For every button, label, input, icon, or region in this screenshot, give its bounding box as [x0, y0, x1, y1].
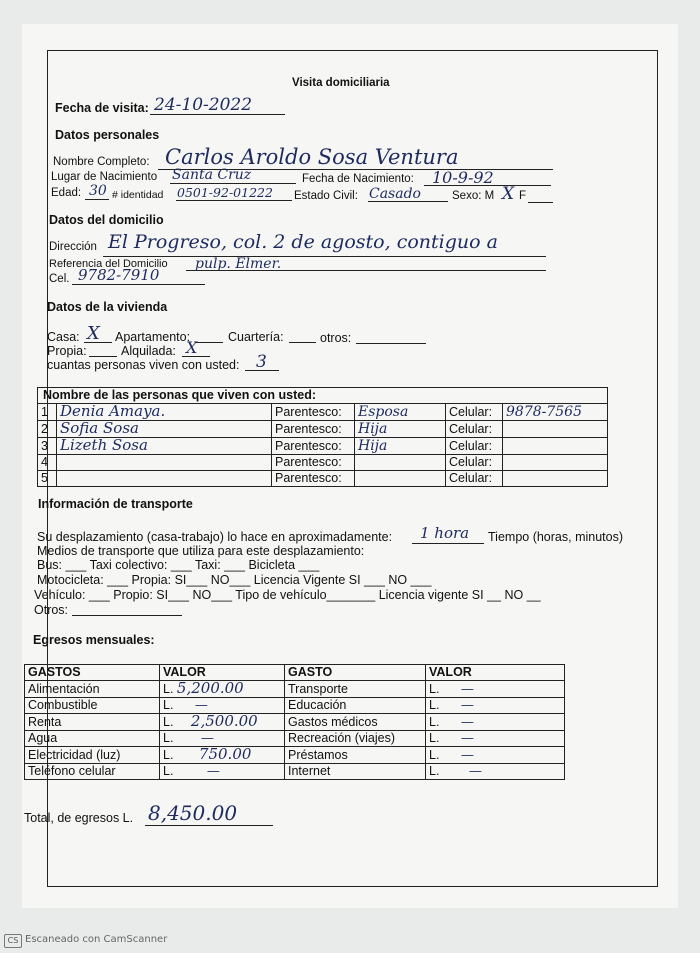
expense-value	[160, 747, 285, 764]
total-value: 8,450.00	[148, 801, 238, 825]
expense-name: Renta	[25, 714, 160, 731]
parentesco-value: Hija	[358, 437, 388, 454]
parentesco-label: Parentesco:	[272, 455, 355, 471]
table-row	[25, 731, 565, 747]
housing-heading: Datos de la vivienda	[47, 300, 168, 314]
age-label: Edad:	[51, 187, 82, 199]
expense-amount: —	[460, 714, 474, 730]
commute-time-line	[412, 543, 484, 544]
propia-line	[89, 356, 117, 357]
id-line	[176, 200, 292, 201]
expense-name: Gastos médicos	[285, 714, 426, 731]
birthdate-label: Fecha de Nacimiento:	[302, 173, 414, 185]
expense-amount: —	[468, 764, 482, 779]
civil-value: Casado	[369, 186, 421, 202]
expense-name: Transporte	[285, 681, 426, 698]
expense-name: Electricidad (luz)	[25, 747, 160, 764]
household-table	[37, 387, 608, 487]
parentesco-cell	[355, 455, 446, 471]
expense-amount: —	[460, 681, 474, 697]
col-valor: VALOR	[160, 665, 285, 681]
table-row	[38, 404, 608, 421]
col-gastos: GASTOS	[25, 665, 160, 681]
birthdate-value: 10-9-92	[432, 168, 494, 187]
commute-time-label: Su desplazamiento (casa-trabajo) lo hace en aproximadamente:	[37, 530, 393, 544]
transport-moto-line: Motocicleta: ___ Propia: SI___ NO___ Licencia Vigente SI ___ NO ___	[37, 573, 432, 587]
col-valor-2: VALOR	[426, 665, 565, 681]
expense-value	[426, 681, 565, 698]
table-row	[25, 714, 565, 731]
currency-label: L.	[429, 764, 440, 778]
currency-label: L.	[163, 731, 174, 745]
sex-f-line	[528, 202, 553, 203]
reference-value: pulp. Elmer.	[195, 256, 282, 272]
parentesco-value: Hija	[358, 420, 388, 437]
person-name-value: Denia Amaya.	[60, 402, 166, 420]
expense-name: Alimentación	[25, 681, 160, 698]
id-label: # identidad	[112, 189, 164, 201]
parentesco-label: Parentesco:	[272, 471, 355, 487]
parentesco-label: Parentesco:	[272, 404, 355, 421]
birthplace-value: Santa Cruz	[172, 167, 252, 183]
person-name-value: Sofia Sosa	[60, 419, 139, 437]
currency-label: L.	[163, 764, 174, 778]
address-heading: Datos del domicilio	[49, 213, 164, 227]
propia-label: Propia:	[47, 344, 87, 358]
celular-cell	[503, 421, 608, 438]
parentesco-cell	[355, 404, 446, 421]
table-row	[25, 747, 565, 764]
person-name-value: Lizeth Sosa	[60, 436, 148, 454]
birthplace-label: Lugar de Nacimiento	[51, 171, 158, 183]
table-row	[25, 681, 565, 698]
expense-amount: —	[200, 731, 214, 746]
expense-name: Internet	[285, 764, 426, 780]
expense-amount: —	[194, 698, 208, 713]
transport-vehicle-line: Vehículo: ___ Propio: SI___ NO___ Tipo de vehículo_______ Licencia vigente SI __ NO __	[34, 588, 541, 602]
household-table-title: Nombre de las personas que viven con usted:	[38, 388, 608, 404]
expense-amount: —	[460, 698, 474, 713]
cuarteria-line	[289, 342, 316, 343]
expense-amount: —	[206, 764, 220, 779]
celular-cell	[503, 455, 608, 471]
expense-value	[160, 681, 285, 698]
name-label: Nombre Completo:	[53, 156, 150, 168]
celular-label: Celular:	[446, 421, 503, 438]
sex-mark: X	[502, 184, 515, 204]
expense-amount: 2,500.00	[190, 712, 258, 730]
casa-label: Casa:	[47, 330, 80, 344]
id-value: 0501-92-01222	[177, 185, 273, 200]
apartamento-label: Apartamento:	[115, 330, 191, 344]
cel-label: Cel.	[49, 273, 70, 285]
cuarteria-label: Cuartería:	[228, 330, 284, 344]
visit-date-value: 24-10-2022	[154, 95, 253, 115]
expense-name: Préstamos	[285, 747, 426, 764]
expense-name: Agua	[25, 731, 160, 747]
visit-date-label: Fecha de visita:	[55, 101, 149, 115]
celular-label: Celular:	[446, 438, 503, 455]
person-name	[57, 438, 272, 455]
currency-label: L.	[429, 698, 440, 712]
expense-value	[426, 714, 565, 731]
personal-heading: Datos personales	[55, 128, 160, 142]
person-name	[57, 404, 272, 421]
celular-cell	[503, 471, 608, 487]
row-number: 4	[38, 455, 57, 471]
reference-label: Referencia del Domicilio	[49, 258, 168, 270]
col-gasto: GASTO	[285, 665, 426, 681]
age-line	[85, 199, 109, 200]
parentesco-cell	[355, 421, 446, 438]
expenses-table-header	[25, 665, 565, 681]
table-row	[25, 764, 565, 780]
transport-heading: Información de transporte	[38, 497, 193, 511]
transport-bus-line: Bus: ___ Taxi colectivo: ___ Taxi: ___ Bicicleta ___	[37, 558, 320, 572]
expense-value	[426, 731, 565, 747]
table-row	[38, 471, 608, 487]
celular-label: Celular:	[446, 404, 503, 421]
casa-mark: X	[87, 323, 100, 344]
expense-name: Teléfono celular	[25, 764, 160, 780]
transport-means-label: Medios de transporte que utiliza para este desplazamiento:	[37, 544, 365, 558]
table-row	[38, 455, 608, 471]
name-value: Carlos Aroldo Sosa Ventura	[165, 145, 459, 169]
sex-f-label: F	[519, 190, 527, 202]
age-value: 30	[89, 183, 107, 199]
alquilada-label: Alquilada:	[121, 344, 176, 358]
row-number: 2	[38, 421, 57, 438]
birthplace-line	[170, 183, 296, 184]
currency-label: L.	[163, 698, 174, 712]
celular-cell	[503, 404, 608, 421]
cel-value: 9782-7910	[78, 266, 160, 284]
address-line	[103, 256, 546, 257]
expense-value	[426, 764, 565, 780]
expense-amount: 750.00	[198, 745, 252, 763]
expenses-heading: Egresos mensuales:	[33, 633, 155, 647]
camscanner-text: Escaneado con CamScanner	[25, 934, 168, 945]
expense-value	[160, 714, 285, 731]
table-row	[38, 421, 608, 438]
sex-label: Sexo: M	[452, 190, 495, 202]
currency-label: L.	[163, 715, 174, 729]
person-name	[57, 421, 272, 438]
expenses-table	[24, 664, 565, 780]
civil-label: Estado Civil:	[294, 190, 358, 202]
household-count-value: 3	[256, 352, 267, 372]
expense-name: Educación	[285, 698, 426, 714]
currency-label: L.	[429, 681, 440, 696]
parentesco-label: Parentesco:	[272, 421, 355, 438]
parentesco-cell	[355, 438, 446, 455]
expense-value	[426, 698, 565, 714]
transport-other-label: Otros:	[34, 603, 69, 617]
table-row	[38, 438, 608, 455]
expense-name: Combustible	[25, 698, 160, 714]
person-name	[57, 471, 272, 487]
row-number: 3	[38, 438, 57, 455]
transport-other-line	[72, 615, 182, 616]
expense-amount: 5,200.00	[176, 679, 244, 697]
commute-time-unit: Tiempo (horas, minutos)	[488, 530, 623, 544]
currency-label: L.	[429, 731, 440, 745]
celular-label: Celular:	[446, 455, 503, 471]
address-label: Dirección	[49, 241, 97, 253]
row-number: 1	[38, 404, 57, 421]
row-number: 5	[38, 471, 57, 487]
commute-time-value: 1 hora	[420, 524, 470, 542]
currency-label: L.	[163, 748, 174, 762]
celular-label: Celular:	[446, 471, 503, 487]
form-title: Visita domiciliaria	[292, 77, 390, 89]
parentesco-value: Esposa	[358, 403, 409, 420]
celular-value: 9878-7565	[506, 403, 582, 420]
camscanner-icon: CS	[4, 934, 22, 948]
expense-amount: —	[460, 731, 474, 746]
expense-name: Recreación (viajes)	[285, 731, 426, 747]
cel-line	[72, 284, 205, 285]
alquilada-mark: X	[186, 338, 198, 357]
currency-label: L.	[429, 747, 440, 762]
parentesco-label: Parentesco:	[272, 438, 355, 455]
total-line	[145, 825, 273, 826]
household-count-label: cuantas personas viven con usted:	[47, 358, 240, 372]
otros-line	[356, 343, 426, 344]
person-name	[57, 455, 272, 471]
expense-value	[160, 764, 285, 780]
apartamento-line	[195, 342, 223, 343]
celular-cell	[503, 438, 608, 455]
currency-label: L.	[163, 682, 174, 696]
address-value: El Progreso, col. 2 de agosto, contiguo a	[108, 231, 498, 253]
expense-value	[426, 747, 565, 764]
currency-label: L.	[429, 714, 440, 729]
total-label: Total, de egresos L.	[24, 811, 134, 825]
expense-amount: —	[460, 747, 474, 763]
parentesco-cell	[355, 471, 446, 487]
table-row	[25, 698, 565, 714]
otros-label: otros:	[320, 331, 352, 345]
